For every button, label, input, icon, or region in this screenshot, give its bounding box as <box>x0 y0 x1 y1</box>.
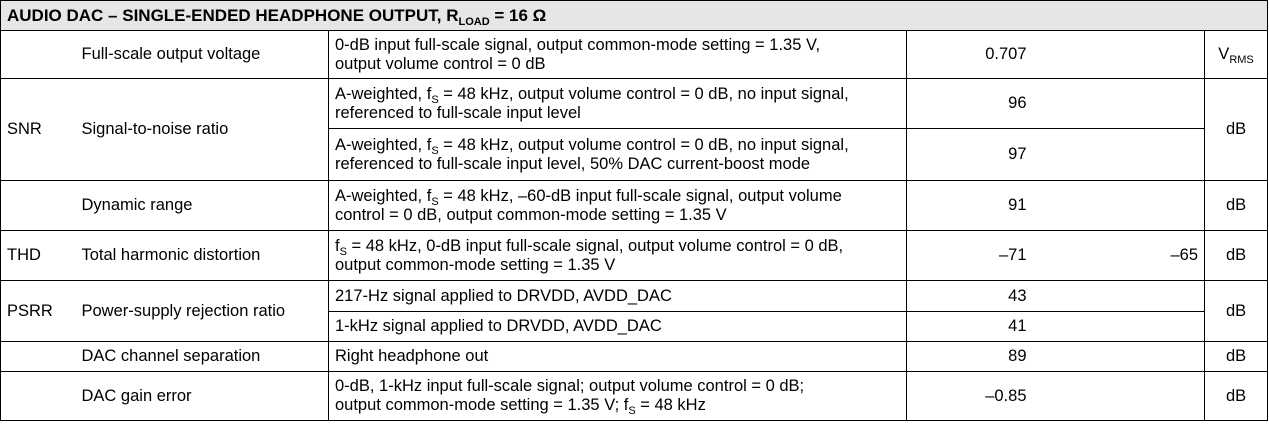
condition-text: = 48 kHz, 0-dB input full-scale signal, output volume control = 0 dB, <box>346 236 844 255</box>
condition-text: A-weighted, f <box>335 186 432 205</box>
condition-text: = 48 kHz, –60-dB input full-scale signal, output volume <box>438 186 842 205</box>
title-tail: = 16 Ω <box>489 6 547 25</box>
table-row <box>1 231 1268 281</box>
table-row <box>1 281 1268 312</box>
condition-text: = 48 kHz, output volume control = 0 dB, no input signal, <box>438 135 849 154</box>
table-title <box>1 1 1268 31</box>
condition-text: f <box>335 236 340 255</box>
unit-cell: dB <box>1205 79 1268 181</box>
typ-cell: 43 <box>957 281 1128 312</box>
typ-cell: 91 <box>957 181 1128 231</box>
min-cell <box>907 31 957 79</box>
max-cell <box>1128 372 1205 421</box>
typ-cell: 0.707 <box>957 31 1128 79</box>
condition-cell: 217-Hz signal applied to DRVDD, AVDD_DAC <box>329 281 907 312</box>
condition-text: output common-mode setting = 1.35 V; f <box>335 396 629 414</box>
condition-subscript: S <box>628 405 636 417</box>
min-cell <box>907 281 957 312</box>
symbol-cell <box>1 372 76 421</box>
parameter-cell: Power-supply rejection ratio <box>76 281 329 342</box>
table-row <box>1 342 1268 372</box>
unit-cell: dB <box>1205 281 1268 342</box>
condition-text: = 48 kHz <box>635 396 706 414</box>
table-row <box>1 181 1268 231</box>
condition-cell <box>329 231 907 281</box>
parameter-cell: DAC channel separation <box>76 342 329 372</box>
table-title-row <box>1 1 1268 31</box>
parameter-cell: Full-scale output voltage <box>76 31 329 79</box>
condition-line: 0-dB, 1-kHz input full-scale signal; output volume control = 0 dB; <box>335 377 805 395</box>
condition-text: A-weighted, f <box>335 135 432 154</box>
condition-line: 0-dB input full-scale signal, output common-mode setting = 1.35 V, <box>335 35 821 54</box>
condition-cell: Right headphone out <box>329 342 907 372</box>
condition-line: referenced to full-scale input level, 50% DAC current-boost mode <box>335 154 811 173</box>
typ-cell: 41 <box>957 312 1128 342</box>
unit-main: V <box>1218 45 1230 63</box>
parameter-cell: Signal-to-noise ratio <box>76 79 329 181</box>
min-cell <box>907 181 957 231</box>
parameter-cell: DAC gain error <box>76 372 329 421</box>
max-cell <box>1128 281 1205 312</box>
symbol-cell: SNR <box>1 79 76 181</box>
condition-cell: 1-kHz signal applied to DRVDD, AVDD_DAC <box>329 312 907 342</box>
condition-cell <box>329 31 907 79</box>
min-cell <box>907 342 957 372</box>
symbol-cell: PSRR <box>1 281 76 342</box>
parameter-cell: Total harmonic distortion <box>76 231 329 281</box>
condition-line: control = 0 dB, output common-mode setting = 1.35 V <box>335 205 727 224</box>
condition-cell <box>329 129 907 181</box>
condition-subscript: S <box>339 245 347 258</box>
condition-subscript: S <box>431 93 439 106</box>
condition-cell <box>329 181 907 231</box>
min-cell <box>907 129 957 181</box>
condition-line: output volume control = 0 dB <box>335 54 546 73</box>
title-main: AUDIO DAC – SINGLE-ENDED HEADPHONE OUTPUT, R <box>7 6 459 25</box>
max-cell <box>1128 312 1205 342</box>
title-subscript: LOAD <box>458 16 490 28</box>
symbol-cell <box>1 31 76 79</box>
max-cell <box>1128 129 1205 181</box>
min-cell <box>907 231 957 281</box>
unit-cell: dB <box>1205 342 1268 372</box>
parameter-cell: Dynamic range <box>76 181 329 231</box>
max-cell <box>1128 342 1205 372</box>
condition-text: = 48 kHz, output volume control = 0 dB, no input signal, <box>438 84 849 103</box>
unit-cell: dB <box>1205 231 1268 281</box>
min-cell <box>907 312 957 342</box>
typ-cell: –0.85 <box>957 372 1128 421</box>
typ-cell: 97 <box>957 129 1128 181</box>
unit-cell: dB <box>1205 181 1268 231</box>
min-cell <box>907 79 957 129</box>
condition-cell <box>329 372 907 421</box>
condition-subscript: S <box>431 195 439 208</box>
unit-cell: dB <box>1205 372 1268 421</box>
condition-text: A-weighted, f <box>335 84 432 103</box>
table-row <box>1 31 1268 79</box>
typ-cell: –71 <box>957 231 1128 281</box>
max-cell: –65 <box>1128 231 1205 281</box>
condition-line: output common-mode setting = 1.35 V <box>335 255 616 274</box>
condition-line: referenced to full-scale input level <box>335 103 581 122</box>
symbol-cell <box>1 342 76 372</box>
condition-cell <box>329 79 907 129</box>
max-cell <box>1128 79 1205 129</box>
typ-cell: 89 <box>957 342 1128 372</box>
condition-subscript: S <box>431 144 439 157</box>
table-row <box>1 79 1268 129</box>
max-cell <box>1128 181 1205 231</box>
table-row <box>1 372 1268 421</box>
unit-cell <box>1205 31 1268 79</box>
max-cell <box>1128 31 1205 79</box>
min-cell <box>907 372 957 421</box>
symbol-cell <box>1 181 76 231</box>
typ-cell: 96 <box>957 79 1128 129</box>
unit-subscript: RMS <box>1229 54 1254 66</box>
symbol-cell: THD <box>1 231 76 281</box>
